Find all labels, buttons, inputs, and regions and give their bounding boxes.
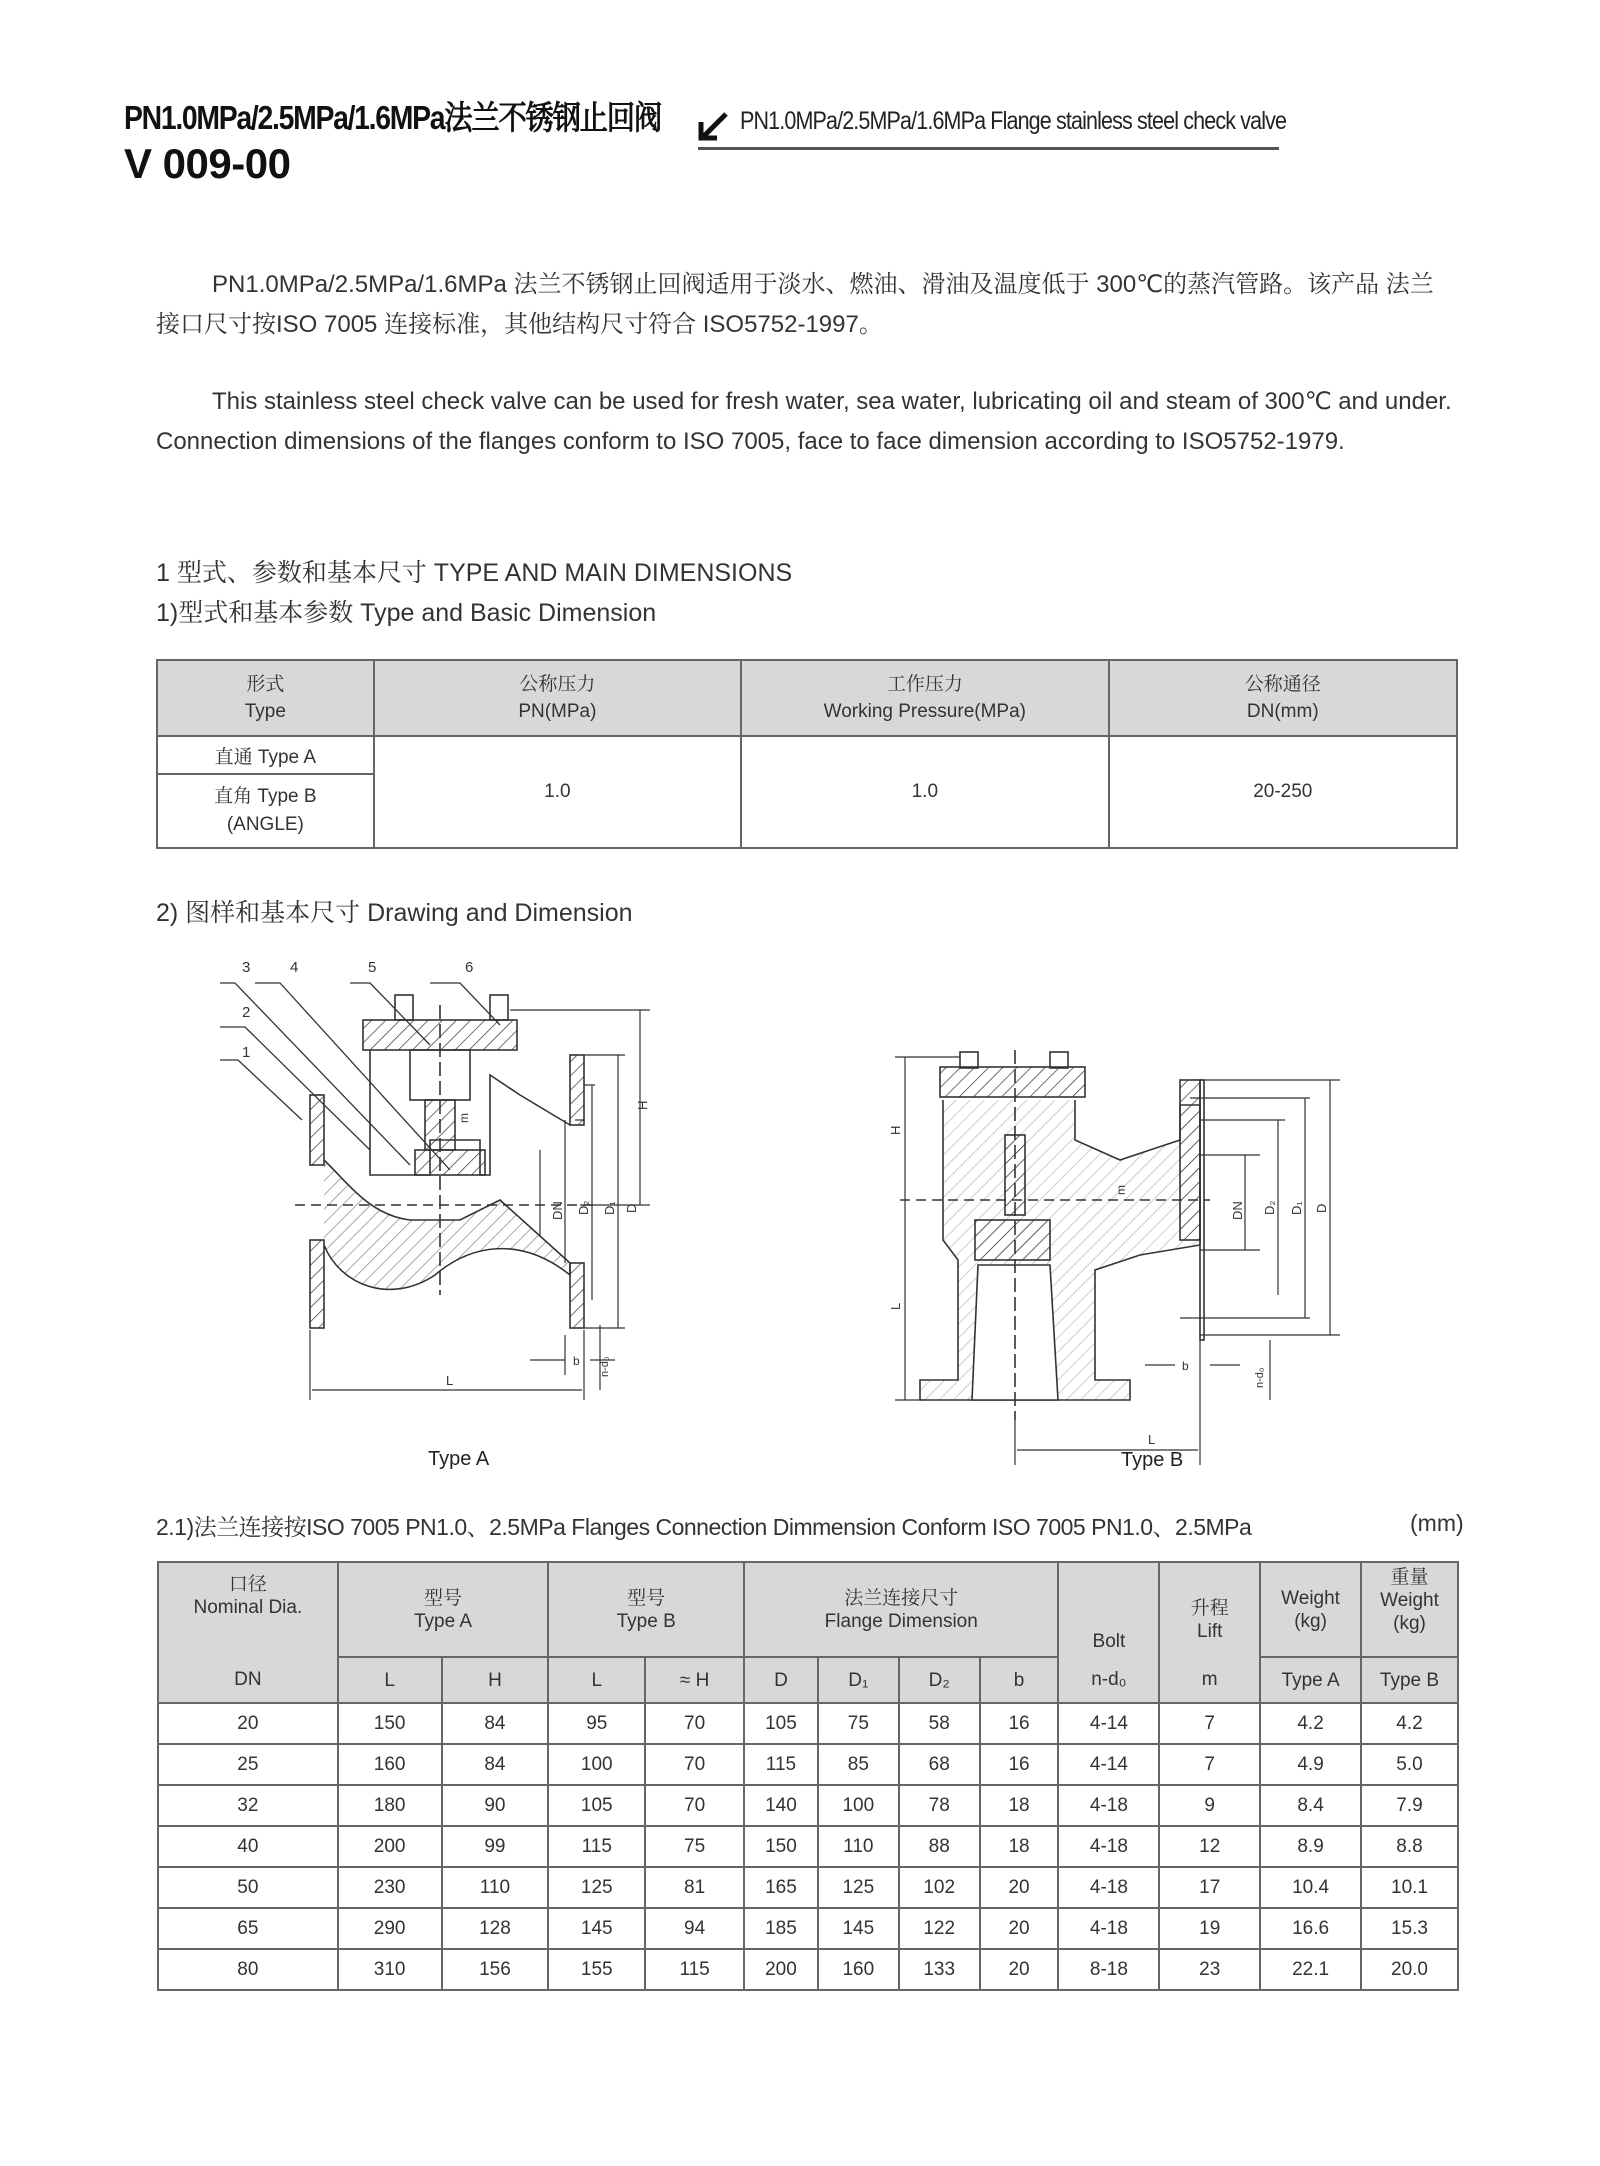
title-underline <box>698 147 1279 150</box>
table-cell: 133 <box>899 1949 980 1990</box>
table-cell: 10.4 <box>1260 1867 1361 1908</box>
dim-label-l-b: L <box>1148 1432 1156 1447</box>
dim-label-d2: D₂ <box>576 1200 591 1215</box>
table-cell: 115 <box>548 1826 645 1867</box>
column-header: Type B <box>1361 1657 1458 1703</box>
intro-paragraph-en <box>156 382 1456 462</box>
header-pn: 公称压力 PN(MPa) <box>374 660 741 736</box>
table-cell: 165 <box>744 1867 818 1908</box>
table-cell: 105 <box>548 1785 645 1826</box>
dim-label-dn-b: DN <box>1230 1201 1245 1220</box>
column-header: L <box>338 1657 442 1703</box>
dim-label-h: H <box>635 1100 650 1110</box>
table-cell: 84 <box>442 1744 549 1785</box>
table-cell: 20.0 <box>1361 1949 1458 1990</box>
table-cell: 80 <box>158 1949 338 1990</box>
table-cell: 20 <box>980 1949 1059 1990</box>
part-number-4: 4 <box>290 959 299 976</box>
dim-label-nd0: n-d₀ <box>599 1356 611 1377</box>
table-cell: 4-18 <box>1058 1908 1159 1949</box>
table-cell: 8.9 <box>1260 1826 1361 1867</box>
table-cell: 140 <box>744 1785 818 1826</box>
column-header: m <box>1159 1657 1260 1703</box>
pn-value: 1.0 <box>374 736 741 848</box>
table-cell: 4.2 <box>1361 1703 1458 1744</box>
dim-label-h-b: H <box>888 1125 903 1135</box>
table-header-row <box>157 660 1457 736</box>
table-cell: 128 <box>442 1908 549 1949</box>
dim-label-dn: DN <box>550 1201 565 1220</box>
type-a-cell: 直通 Type A <box>157 736 374 774</box>
header-weight-a: Weight (kg) <box>1260 1562 1361 1657</box>
table-cell: 75 <box>818 1703 899 1744</box>
header-flange: 法兰连接尺寸 Flange Dimension <box>744 1562 1058 1657</box>
table-cell: 20 <box>158 1703 338 1744</box>
part-number-5: 5 <box>368 959 377 976</box>
dn-range-value: 20-250 <box>1109 736 1457 848</box>
header-weight-b: 重量 Weight (kg) <box>1361 1562 1458 1657</box>
header-dn: 公称通径 DN(mm) <box>1109 660 1457 736</box>
intro-text-cn: PN1.0MPa/2.5MPa/1.6MPa 法兰不锈钢止回阀适用于淡水、燃油、滑油及温度低于 300℃的蒸汽管路。该产品 法兰接口尺寸按ISO 7005 连接标准，其他结构尺寸符合 ISO5752-1997。 <box>156 271 1434 338</box>
table-cell: 81 <box>645 1867 744 1908</box>
table-cell: 22.1 <box>1260 1949 1361 1990</box>
table-cell: 200 <box>744 1949 818 1990</box>
section-1-title: 1 型式、参数和基本尺寸 TYPE AND MAIN DIMENSIONS <box>156 559 793 587</box>
type-b-cell: 直角 Type B (ANGLE) <box>157 774 374 848</box>
table-cell: 65 <box>158 1908 338 1949</box>
table-cell: 310 <box>338 1949 442 1990</box>
table-cell: 105 <box>744 1703 818 1744</box>
page-title-en: PN1.0MPa/2.5MPa/1.6MPa Flange stainless steel check valve <box>740 107 1287 135</box>
header-type-a: 型号 Type A <box>338 1562 549 1657</box>
table-cell: 185 <box>744 1908 818 1949</box>
column-header: b <box>980 1657 1059 1703</box>
header-lift: 升程 Lift <box>1159 1562 1260 1657</box>
table-cell: 16.6 <box>1260 1908 1361 1949</box>
part-number-2: 2 <box>242 1004 251 1021</box>
dim-label-d2-b: D₂ <box>1262 1200 1277 1215</box>
table-cell: 115 <box>645 1949 744 1990</box>
table-cell: 84 <box>442 1703 549 1744</box>
column-header: DN <box>158 1657 338 1703</box>
arrow-down-left-icon <box>696 108 730 142</box>
table-cell: 70 <box>645 1785 744 1826</box>
table-cell: 50 <box>158 1867 338 1908</box>
table-cell: 68 <box>899 1744 980 1785</box>
type-a-drawing <box>220 945 860 1475</box>
table-cell: 90 <box>442 1785 549 1826</box>
dim-label-d1: D₁ <box>602 1201 617 1215</box>
header-type-b: 型号 Type B <box>548 1562 744 1657</box>
table-cell: 20 <box>980 1867 1059 1908</box>
table-cell: 16 <box>980 1703 1059 1744</box>
table-cell: 20 <box>980 1908 1059 1949</box>
table-header-row-2 <box>158 1657 1458 1703</box>
working-pressure-value: 1.0 <box>741 736 1108 848</box>
table-cell: 180 <box>338 1785 442 1826</box>
dim-label-l: L <box>446 1373 454 1388</box>
header-type: 形式 Type <box>157 660 374 736</box>
intro-text-en: This stainless steel check valve can be used for fresh water, sea water, lubricating oil and steam of 300℃ and under. Connection dimensions of the flanges conform to ISO 7005, face to face dimension according to ISO5752-1979. <box>156 388 1452 455</box>
dim-label-nd0-b: n-d₀ <box>1254 1367 1266 1388</box>
table-cell: 150 <box>744 1826 818 1867</box>
column-header: D₁ <box>818 1657 899 1703</box>
type-a-caption: Type A <box>428 1448 490 1470</box>
valve-body-a <box>295 995 595 1328</box>
table-cell: 17 <box>1159 1867 1260 1908</box>
table-cell: 23 <box>1159 1949 1260 1990</box>
table-cell: 150 <box>338 1703 442 1744</box>
flange-table-body <box>158 1703 1458 1990</box>
column-header: L <box>548 1657 645 1703</box>
dim-label-b: b <box>573 1354 580 1368</box>
section-2-1-title: 2.1)法兰连接按ISO 7005 PN1.0、2.5MPa Flanges Connection Dimmension Conform ISO 7005 PN1.0、2.5MPa <box>156 1514 1252 1540</box>
table-cell: 40 <box>158 1826 338 1867</box>
column-header: D₂ <box>899 1657 980 1703</box>
table-cell: 145 <box>818 1908 899 1949</box>
dim-label-l-vert-b: L <box>888 1302 903 1310</box>
part-number-3: 3 <box>242 959 251 976</box>
table-cell: 58 <box>899 1703 980 1744</box>
table-cell: 19 <box>1159 1908 1260 1949</box>
type-basic-table <box>156 659 1458 849</box>
type-b-drawing <box>880 1020 1420 1480</box>
table-cell: 10.1 <box>1361 1867 1458 1908</box>
column-header: Type A <box>1260 1657 1361 1703</box>
dim-label-d1-b: D₁ <box>1289 1201 1304 1215</box>
table-cell: 78 <box>899 1785 980 1826</box>
table-row <box>158 1826 1458 1867</box>
table-cell: 110 <box>818 1826 899 1867</box>
table-row <box>158 1949 1458 1990</box>
header-bolt: Bolt <box>1058 1562 1159 1657</box>
table-cell: 4-14 <box>1058 1703 1159 1744</box>
table-cell: 18 <box>980 1826 1059 1867</box>
table-cell: 12 <box>1159 1826 1260 1867</box>
table-cell: 8-18 <box>1058 1949 1159 1990</box>
table-cell: 99 <box>442 1826 549 1867</box>
section-2-title: 2) 图样和基本尺寸 Drawing and Dimension <box>156 899 633 927</box>
table-row <box>158 1908 1458 1949</box>
section-1-subtitle: 1)型式和基本参数 Type and Basic Dimension <box>156 599 657 627</box>
flange-dimension-table <box>157 1561 1459 1991</box>
type-b-caption: Type B <box>1121 1449 1184 1471</box>
table-cell: 4.2 <box>1260 1703 1361 1744</box>
table-cell: 145 <box>548 1908 645 1949</box>
header-nominal: 口径 Nominal Dia. <box>158 1562 338 1657</box>
column-header: H <box>442 1657 549 1703</box>
table-cell: 122 <box>899 1908 980 1949</box>
table-cell: 102 <box>899 1867 980 1908</box>
table-cell: 4-14 <box>1058 1744 1159 1785</box>
column-header: n-d₀ <box>1058 1657 1159 1703</box>
table-cell: 7.9 <box>1361 1785 1458 1826</box>
table-cell: 160 <box>818 1949 899 1990</box>
dim-label-b-b: b <box>1182 1359 1189 1373</box>
model-code: V 009-00 <box>124 140 291 187</box>
table-cell: 230 <box>338 1867 442 1908</box>
table-cell: 88 <box>899 1826 980 1867</box>
table-cell: 100 <box>548 1744 645 1785</box>
table-cell: 4-18 <box>1058 1867 1159 1908</box>
intro-paragraph-cn <box>156 265 1456 345</box>
table-cell: 7 <box>1159 1703 1260 1744</box>
table-cell: 95 <box>548 1703 645 1744</box>
table-cell: 110 <box>442 1867 549 1908</box>
part-leaders <box>220 983 500 1170</box>
table-header-row-1 <box>158 1562 1458 1657</box>
column-header: D <box>744 1657 818 1703</box>
table-cell: 5.0 <box>1361 1744 1458 1785</box>
table-cell: 290 <box>338 1908 442 1949</box>
unit-label: (mm) <box>1410 1510 1464 1536</box>
dim-label-m: m <box>457 1113 471 1123</box>
table-cell: 75 <box>645 1826 744 1867</box>
table-cell: 9 <box>1159 1785 1260 1826</box>
table-cell: 4-18 <box>1058 1826 1159 1867</box>
table-cell: 155 <box>548 1949 645 1990</box>
page-title-cn: PN1.0MPa/2.5MPa/1.6MPa法兰不锈钢止回阀 <box>124 99 661 136</box>
table-cell: 4.9 <box>1260 1744 1361 1785</box>
dim-label-d-b: D <box>1314 1203 1329 1213</box>
table-row <box>158 1744 1458 1785</box>
table-row <box>158 1867 1458 1908</box>
table-cell: 200 <box>338 1826 442 1867</box>
table-cell: 7 <box>1159 1744 1260 1785</box>
table-cell: 160 <box>338 1744 442 1785</box>
dim-label-m-b: m <box>1114 1185 1128 1195</box>
part-number-6: 6 <box>465 959 474 976</box>
table-cell: 85 <box>818 1744 899 1785</box>
table-cell: 15.3 <box>1361 1908 1458 1949</box>
part-number-1: 1 <box>242 1044 251 1061</box>
column-header: ≈ H <box>645 1657 744 1703</box>
header-working-pressure: 工作压力 Working Pressure(MPa) <box>741 660 1108 736</box>
table-cell: 125 <box>548 1867 645 1908</box>
table-cell: 25 <box>158 1744 338 1785</box>
table-cell: 32 <box>158 1785 338 1826</box>
table-cell: 125 <box>818 1867 899 1908</box>
table-cell: 4-18 <box>1058 1785 1159 1826</box>
table-cell: 8.8 <box>1361 1826 1458 1867</box>
table-cell: 115 <box>744 1744 818 1785</box>
table-row <box>158 1703 1458 1744</box>
table-cell: 94 <box>645 1908 744 1949</box>
table-cell: 100 <box>818 1785 899 1826</box>
table-cell: 16 <box>980 1744 1059 1785</box>
table-cell: 70 <box>645 1703 744 1744</box>
table-cell: 18 <box>980 1785 1059 1826</box>
table-row <box>157 736 1457 774</box>
table-cell: 156 <box>442 1949 549 1990</box>
dim-label-d: D <box>624 1203 639 1213</box>
table-row <box>158 1785 1458 1826</box>
table-cell: 8.4 <box>1260 1785 1361 1826</box>
table-cell: 70 <box>645 1744 744 1785</box>
